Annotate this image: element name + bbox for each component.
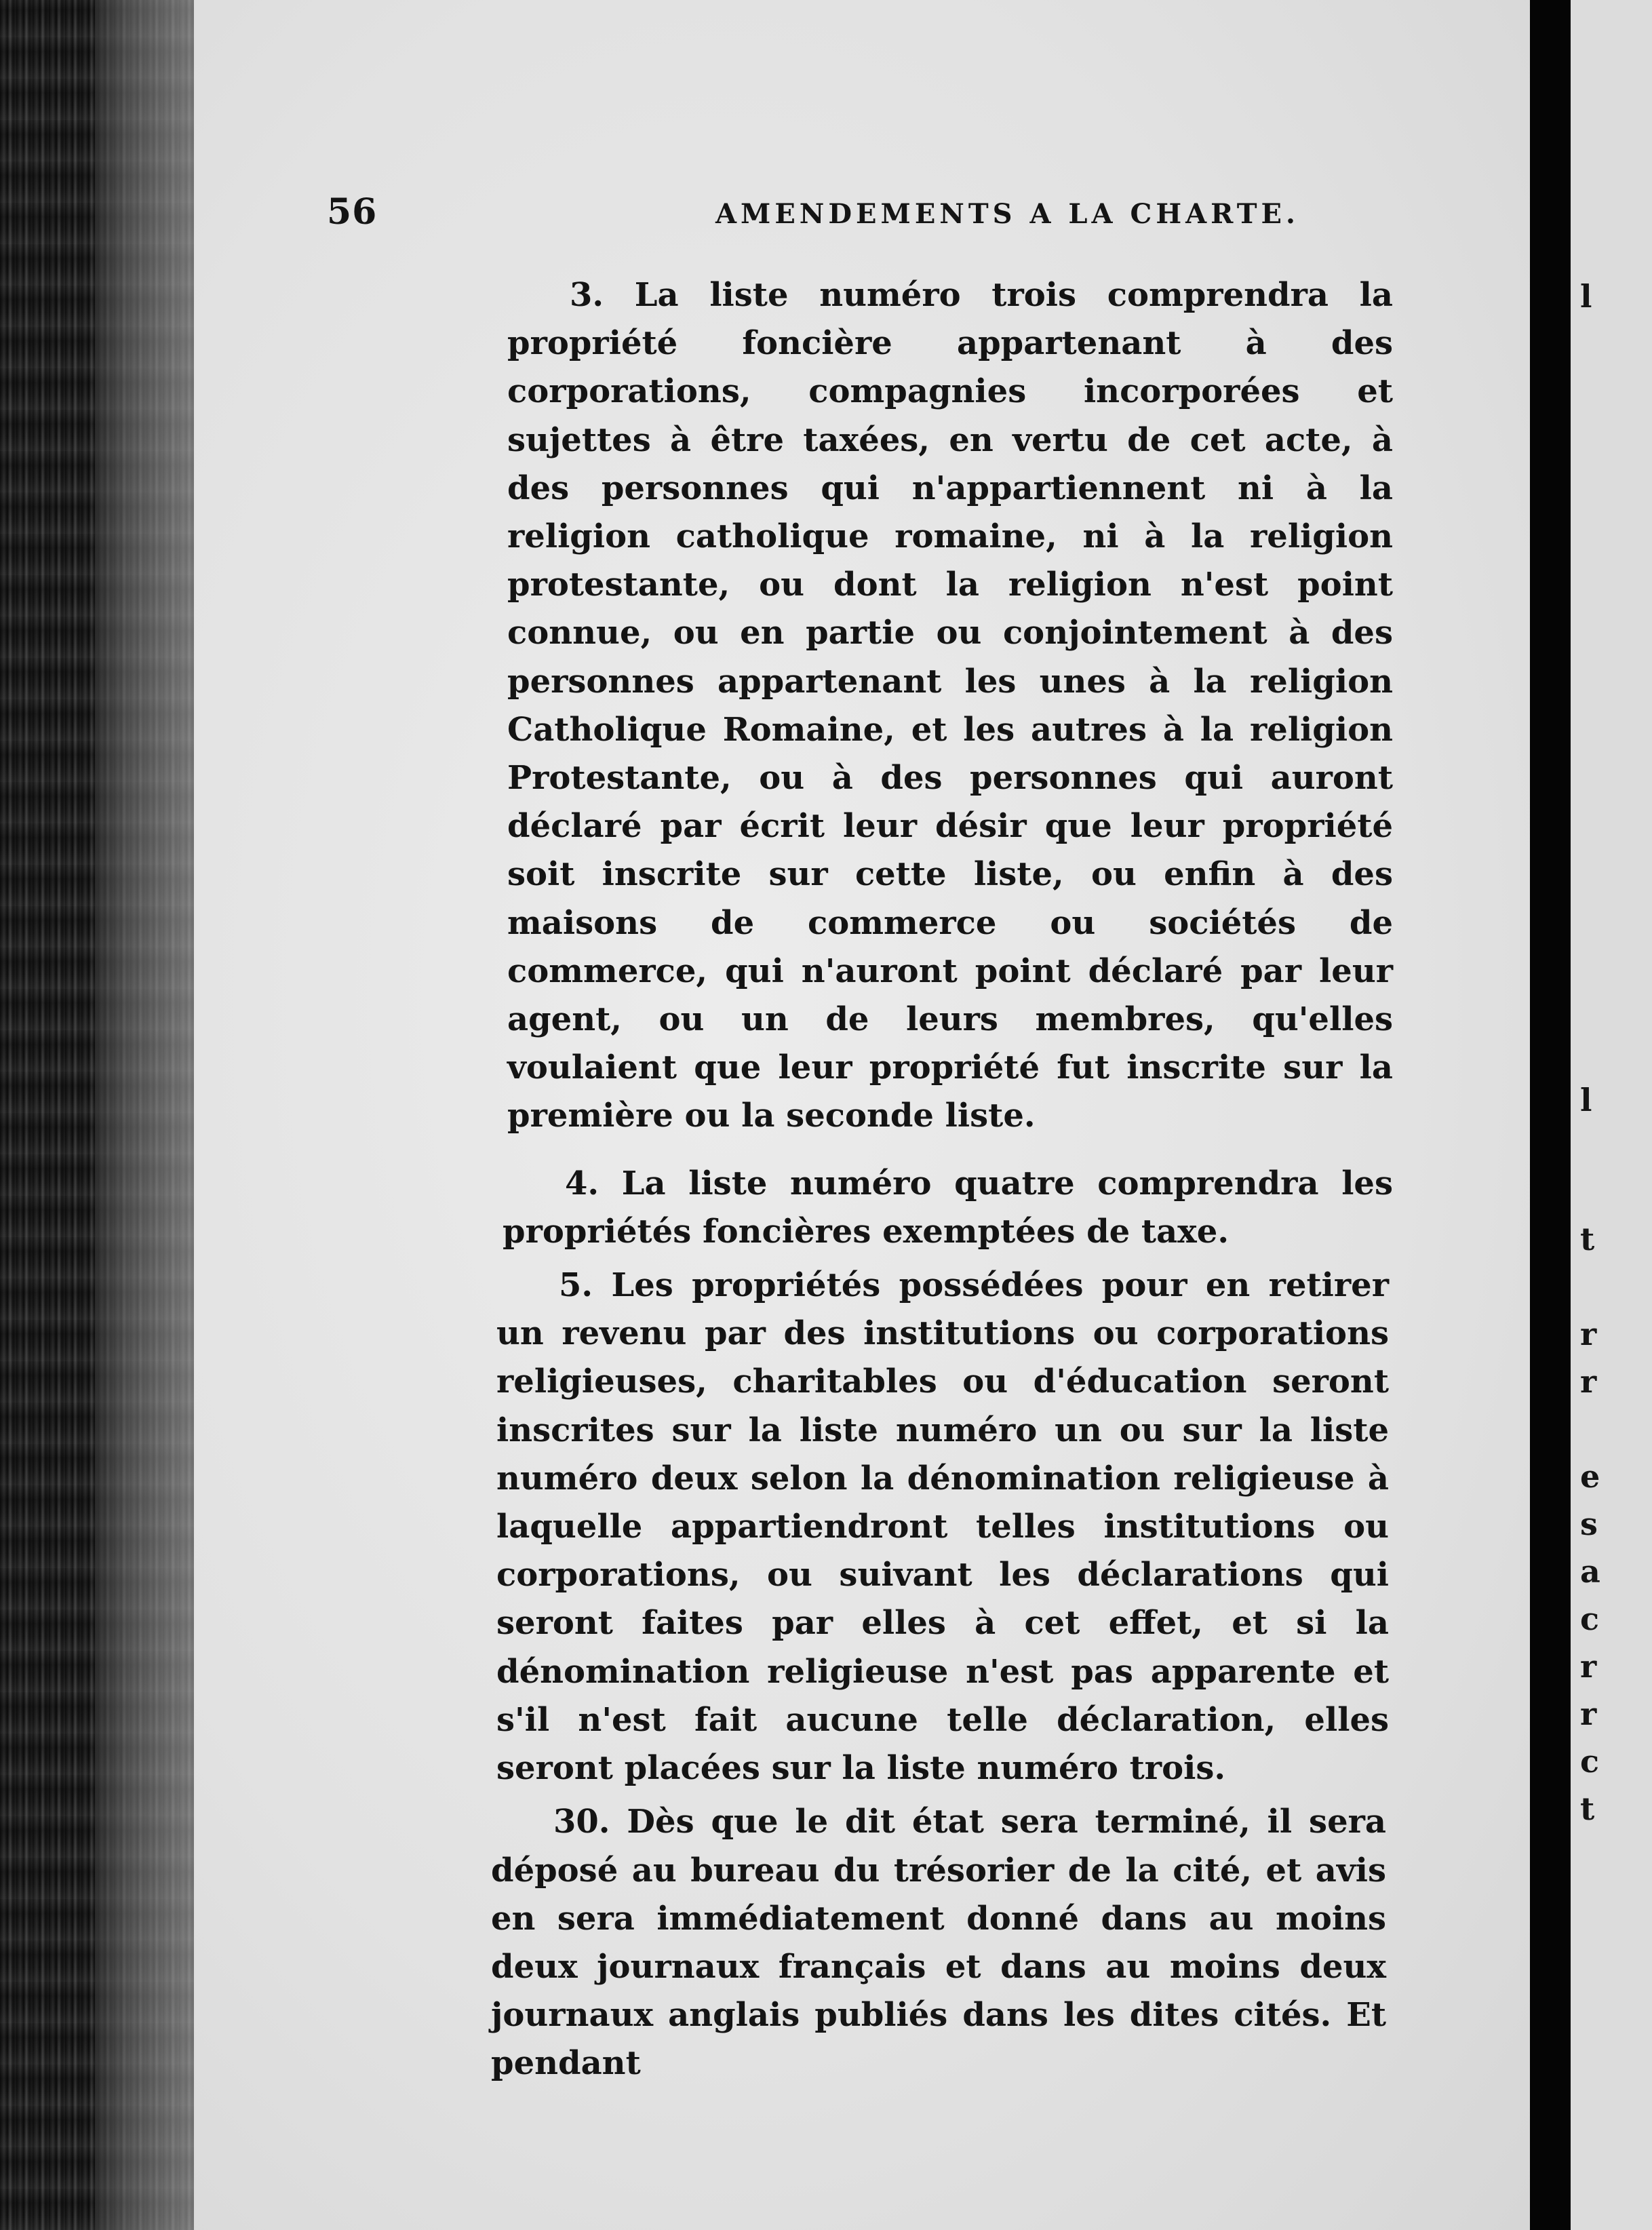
page-number: 56 <box>327 191 378 233</box>
facing-page-fragment: t <box>1580 1791 1595 1827</box>
facing-page-fragment: t <box>1580 1221 1595 1257</box>
facing-page-edge <box>1571 0 1652 2230</box>
running-head: AMENDEMENTS A LA CHARTE. <box>715 198 1299 230</box>
article-30 <box>491 1798 1386 2088</box>
page-gap <box>1530 0 1571 2230</box>
facing-page-fragment: r <box>1580 1648 1597 1685</box>
facing-page-fragment: c <box>1580 1743 1600 1780</box>
article-30-text: . Dès que le dit état sera terminé, il sera déposé au bureau du trésorier de la cité, et avis en sera immédiatement donné dans au moins deux journaux français et dans au moins deux journaux anglais publiés dans les dites cités. Et pendant <box>491 1803 1386 2083</box>
facing-page-fragment: s <box>1580 1506 1598 1542</box>
paragraph-5: 5. Les propriétés possédées pour en retirer un revenu par des institutions ou corporations religieuses, charitables ou d'éducation seront inscrites sur la liste numéro un ou sur la liste numéro deux selon la dénomination religieuse à laquelle appartiendront telles institutions ou corporations, ou suivant les déclarations qui seront faites par elles à cet effet, et si la dénomination religieuse n'est pas apparente et s'il n'est fait aucune telle déclaration, elles seront placées sur la liste numéro trois. <box>496 1266 1389 1788</box>
facing-page-fragment: a <box>1580 1553 1600 1590</box>
facing-page-fragment: r <box>1580 1316 1597 1352</box>
facing-page-fragment: l <box>1580 1082 1592 1118</box>
paragraph-4: 4. La liste numéro quatre comprendra les propriétés foncières exemptées de taxe. <box>503 1164 1393 1251</box>
page-stack-edge <box>95 0 203 2230</box>
facing-page-fragment: l <box>1580 278 1592 315</box>
paragraph-3: 3. La liste numéro trois comprendra la propriété foncière appartenant à des corporations, compagnies incorporées et sujettes à être taxées, en vertu de cet acte, à des personnes qui n'appartiennent ni à la religion catholique romaine, ni à la religion protestante, ou dont la religion n'est point connue, ou en partie ou conjointement à des personnes appartenant les unes à la religion Catholique Romaine, et les autres à la religion Protestante, ou à des personnes qui auront déclaré par écrit leur désir que leur propriété soit inscrite sur cette liste, ou enfin à des maisons de commerce ou sociétés de commerce, qui n'auront point déclaré par leur agent, ou un de leurs membres, qu'elles voulaient que leur propriété fut inscrite sur la première ou la seconde liste. <box>507 276 1393 1135</box>
facing-page-fragment: e <box>1580 1458 1600 1495</box>
facing-page-fragment: r <box>1580 1363 1597 1400</box>
facing-page-fragment: c <box>1580 1601 1600 1637</box>
page-body <box>491 271 1393 2088</box>
facing-page-fragment: r <box>1580 1696 1597 1732</box>
article-number: 30 <box>553 1803 599 1841</box>
